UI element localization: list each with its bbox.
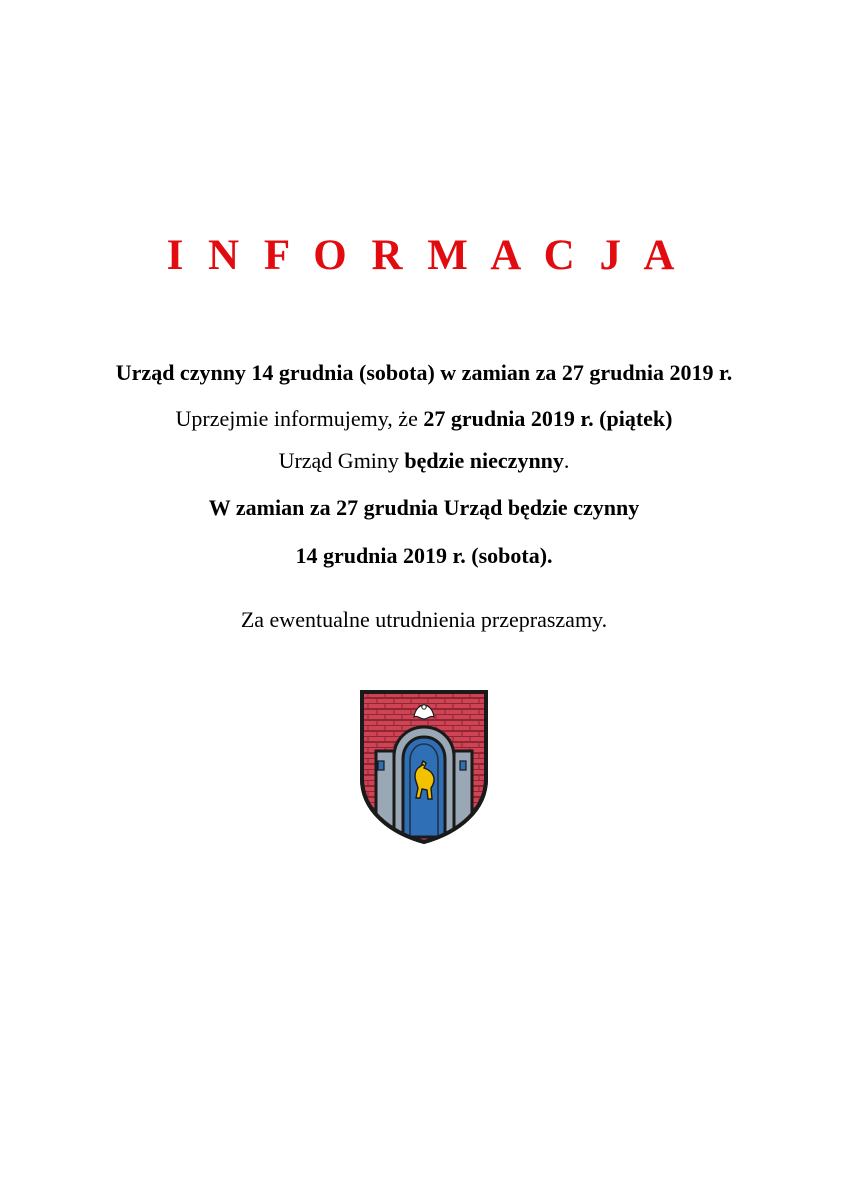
paragraph-notice [70, 403, 778, 435]
paragraph-notice-emphasis: 27 grudnia 2019 r. (piątek) [423, 405, 673, 431]
paragraph-closed-suffix: . [563, 447, 570, 473]
document-body [70, 357, 778, 635]
paragraph-date: 14 grudnia 2019 r. (sobota). [295, 542, 553, 568]
paragraph-lead: Urząd czynny 14 grudnia (sobota) w zamian za 27 grudnia 2019 r. [115, 360, 733, 386]
paragraph-closed [70, 445, 778, 477]
paragraph-notice-prefix: Uprzejmie informujemy, że [175, 405, 424, 431]
page-title: I N F O R M A C J A [166, 232, 682, 279]
paragraph-exchange: W zamian za 27 grudnia Urząd będzie czynny [208, 495, 640, 521]
coat-of-arms-wrap [70, 687, 778, 847]
paragraph-apology: Za ewentualne utrudnienia przepraszamy. [240, 606, 608, 632]
paragraph-closed-emphasis: będzie nieczynny [404, 447, 564, 473]
coat-of-arms-icon [356, 687, 492, 847]
paragraph-closed-prefix: Urząd Gminy [278, 447, 405, 473]
